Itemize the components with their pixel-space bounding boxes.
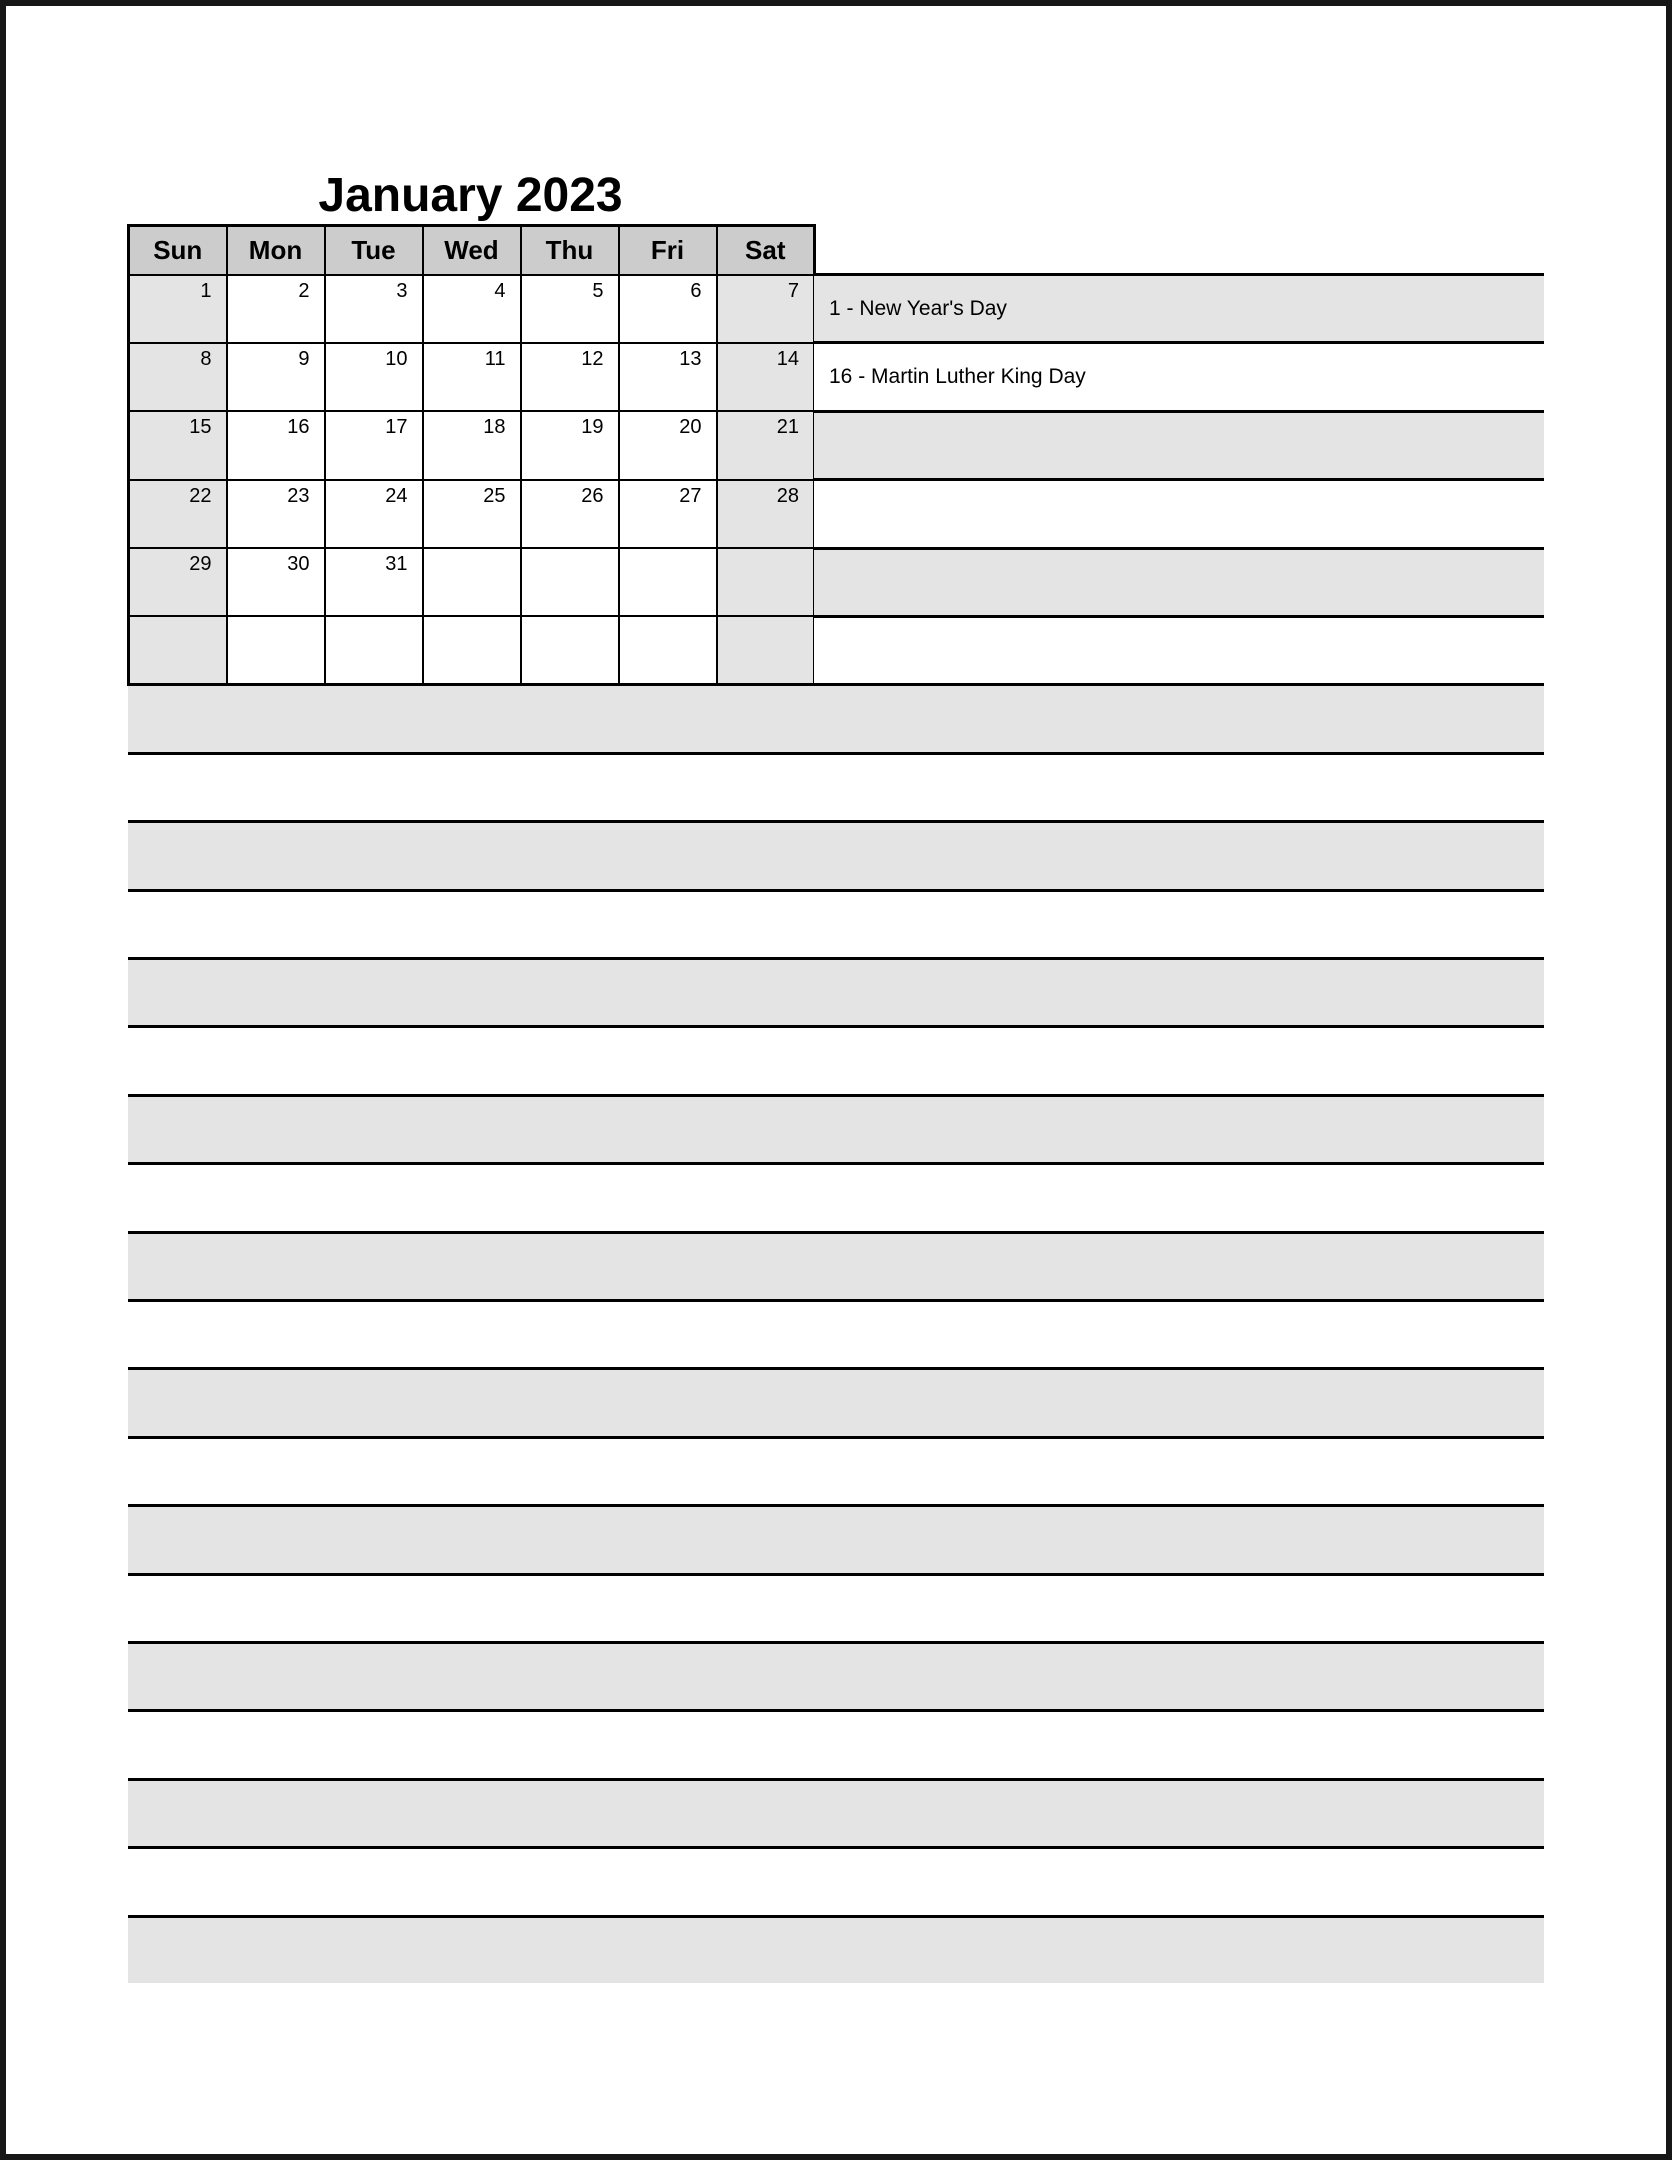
day-cell[interactable]: 30 [227, 548, 325, 616]
day-cell[interactable]: 13 [619, 343, 717, 411]
day-cell[interactable]: 26 [521, 480, 619, 548]
day-cell[interactable] [521, 616, 619, 684]
weekday-header-sat: Sat [717, 226, 815, 275]
day-cell[interactable]: 14 [717, 343, 815, 411]
day-cell[interactable]: 6 [619, 275, 717, 343]
week-row [129, 343, 815, 411]
note-line[interactable] [814, 547, 1544, 615]
day-cell[interactable]: 1 [129, 275, 227, 343]
week-row [129, 411, 815, 479]
weekday-header-fri: Fri [619, 226, 717, 275]
day-cell[interactable]: 17 [325, 411, 423, 479]
day-cell[interactable] [619, 548, 717, 616]
day-cell[interactable]: 11 [423, 343, 521, 411]
note-line[interactable] [128, 1231, 1544, 1299]
day-cell[interactable]: 18 [423, 411, 521, 479]
note-line[interactable] [128, 1436, 1544, 1504]
note-line[interactable] [128, 1025, 1544, 1093]
day-cell[interactable]: 24 [325, 480, 423, 548]
day-cell[interactable]: 4 [423, 275, 521, 343]
day-cell[interactable]: 23 [227, 480, 325, 548]
note-line[interactable] [128, 1915, 1544, 1983]
day-cell[interactable]: 21 [717, 411, 815, 479]
note-line[interactable] [814, 615, 1544, 683]
week-row [129, 275, 815, 343]
day-cell[interactable] [717, 616, 815, 684]
note-line[interactable] [128, 1162, 1544, 1230]
day-cell[interactable] [423, 548, 521, 616]
day-cell[interactable]: 22 [129, 480, 227, 548]
note-line[interactable] [128, 1094, 1544, 1162]
note-line[interactable] [128, 1299, 1544, 1367]
day-cell[interactable]: 31 [325, 548, 423, 616]
note-line[interactable] [128, 1778, 1544, 1846]
note-line[interactable] [128, 752, 1544, 820]
day-cell[interactable]: 20 [619, 411, 717, 479]
day-cell[interactable]: 19 [521, 411, 619, 479]
calendar-title: January 2023 [318, 169, 623, 222]
note-line[interactable] [128, 1709, 1544, 1777]
day-cell[interactable]: 3 [325, 275, 423, 343]
day-cell[interactable] [325, 616, 423, 684]
weekday-header-tue: Tue [325, 226, 423, 275]
day-cell[interactable]: 15 [129, 411, 227, 479]
note-line[interactable] [814, 478, 1544, 546]
day-cell[interactable] [423, 616, 521, 684]
day-cell[interactable] [227, 616, 325, 684]
day-cell[interactable]: 9 [227, 343, 325, 411]
weekday-header-wed: Wed [423, 226, 521, 275]
day-cell[interactable]: 29 [129, 548, 227, 616]
note-line[interactable] [128, 1573, 1544, 1641]
day-cell[interactable] [129, 616, 227, 684]
day-cell[interactable]: 28 [717, 480, 815, 548]
day-cell[interactable]: 10 [325, 343, 423, 411]
day-cell[interactable] [619, 616, 717, 684]
day-cell[interactable]: 27 [619, 480, 717, 548]
day-cell[interactable]: 5 [521, 275, 619, 343]
note-line[interactable]: 16 - Martin Luther King Day [814, 341, 1544, 409]
note-line[interactable] [128, 1846, 1544, 1914]
note-line[interactable] [128, 683, 1544, 751]
week-row [129, 616, 815, 684]
note-line[interactable] [128, 1504, 1544, 1572]
note-line[interactable] [128, 1641, 1544, 1709]
note-line[interactable] [128, 889, 1544, 957]
note-line[interactable] [128, 957, 1544, 1025]
note-line[interactable] [128, 1367, 1544, 1435]
note-line[interactable] [128, 820, 1544, 888]
day-cell[interactable]: 25 [423, 480, 521, 548]
weekday-header-thu: Thu [521, 226, 619, 275]
weekday-header-sun: Sun [129, 226, 227, 275]
day-cell[interactable]: 16 [227, 411, 325, 479]
day-cell[interactable]: 8 [129, 343, 227, 411]
day-cell[interactable]: 12 [521, 343, 619, 411]
day-cell[interactable]: 7 [717, 275, 815, 343]
note-line[interactable]: 1 - New Year's Day [814, 273, 1544, 341]
note-line[interactable] [814, 410, 1544, 478]
weekday-header-mon: Mon [227, 226, 325, 275]
week-row [129, 480, 815, 548]
day-cell[interactable] [717, 548, 815, 616]
day-cell[interactable] [521, 548, 619, 616]
weekday-header-row [129, 226, 815, 275]
day-cell[interactable]: 2 [227, 275, 325, 343]
month-calendar-grid [127, 224, 816, 686]
week-row [129, 548, 815, 616]
